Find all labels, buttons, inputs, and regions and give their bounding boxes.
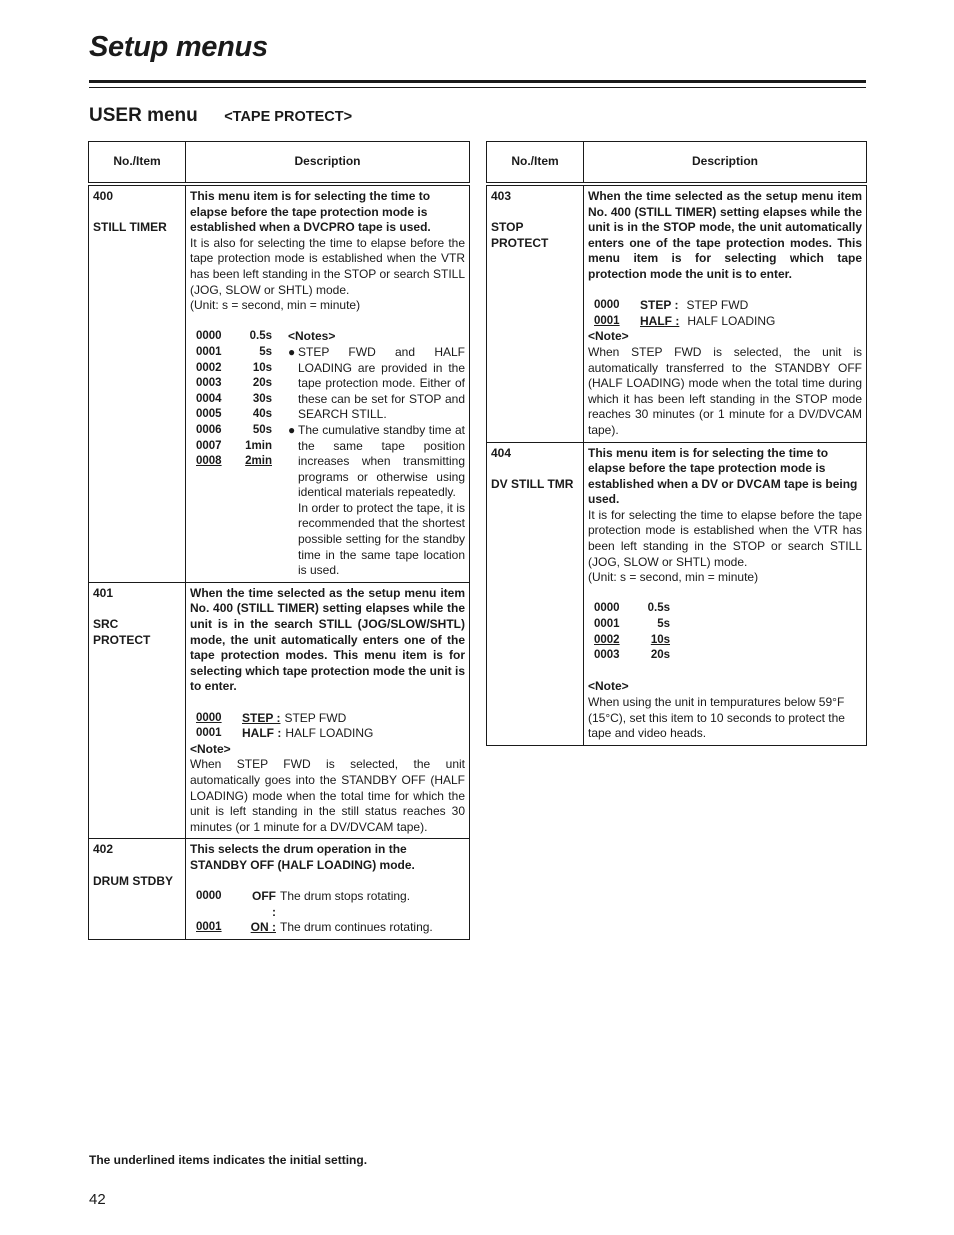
- note-text: When using the unit in tempuratures below 59°F (15°C), set this item to 10 seconds to protect the tape and video heads.: [588, 695, 845, 741]
- item-cell-402: [89, 839, 186, 940]
- table-row: [487, 442, 867, 745]
- item-text: It is for selecting the time to elapse before the tape protection mode is established when the VTR has been left standing in the STOP or search STILL (JOG, SLOW or SHTL) mode.: [588, 507, 862, 569]
- item-intro: This menu item is for selecting the time to elapse before the tape protection mode is established when a DV or DVCAM tape is being used.: [588, 445, 858, 507]
- notes-heading: <Notes>: [288, 329, 336, 344]
- item-number: 401: [93, 585, 114, 600]
- note-heading: <Note>: [588, 329, 629, 344]
- item-intro: When the time selected as the setup menu item No. 400 (STILL TIMER) setting elapses while the unit is in the STOP mode, the unit automatically enters one of the tape protection modes. This menu item is for selecting which tape protection mode the unit is to enter.: [588, 189, 862, 281]
- item-intro: This selects the drum operation in the STANDBY OFF (HALF LOADING) mode.: [190, 842, 415, 872]
- menu-table-right: [486, 141, 867, 746]
- value-row: 0003 20s: [196, 377, 272, 390]
- value-row-initial: 0008 2min: [196, 455, 272, 468]
- table-row: [89, 839, 470, 940]
- item-name: DV STILL TMR: [491, 476, 574, 491]
- value-row: 0006 50s: [196, 423, 272, 436]
- header-description: Description: [186, 142, 470, 185]
- title-rule-thick: [89, 80, 866, 83]
- description-cell-401: [186, 582, 470, 839]
- item-cell-404: [487, 442, 584, 745]
- header-item: No./Item: [89, 142, 186, 185]
- table-row: [89, 184, 470, 582]
- section-heading: [89, 105, 352, 127]
- value-row: 0000 0.5s: [196, 330, 272, 343]
- section-title: USER menu: [89, 105, 198, 126]
- option-row-initial: 0001 HALF : HALF LOADING: [594, 313, 776, 328]
- note-continuation: In order to protect the tape, it is recommended that the shortest possible setting for the standby time in the same tape location is used.: [298, 500, 465, 578]
- header-description: Description: [584, 142, 867, 185]
- item-text: It is also for selecting the time to elapse before the tape protection mode is established when the VTR has been left standing in the STOP or search STILL (JOG, SLOW or SHTL) mode.: [190, 235, 465, 297]
- value-row: 0002 10s: [196, 361, 272, 374]
- header-item: No./Item: [487, 142, 584, 185]
- item-cell-401: [89, 582, 186, 839]
- option-row-initial: 0001 ON : The drum continues rotating.: [196, 920, 433, 935]
- footer-note: The underlined items indicates the initial setting.: [89, 1153, 368, 1167]
- value-row-initial: 0002 10s: [594, 633, 670, 646]
- item-number: 400: [93, 189, 114, 203]
- page-title: Setup menus: [89, 31, 268, 63]
- unit-text: (Unit: s = second, min = minute): [190, 298, 361, 313]
- description-cell-400: [186, 184, 470, 582]
- option-row: 0001 HALF : HALF LOADING: [196, 726, 374, 741]
- option-row: 0000 STEP : STEP FWD: [594, 298, 749, 313]
- item-intro: When the time selected as the setup menu item No. 400 (STILL TIMER) setting elapses while the unit is in the search STILL (JOG/SLOW/SHTL) mode, the unit automatically enters one of the tape protection modes. This menu item is for selecting which tape protection mode the unit is to enter.: [190, 585, 465, 694]
- note-text: When STEP FWD is selected, the unit is automatically transferred to the STANDBY OFF (HALF LOADING) mode when the total time during which it has been left standing in the STOP mode reaches 30 minutes (or 1 minute for a DV/DVCAM tape).: [588, 344, 862, 437]
- note-heading: <Note>: [190, 741, 231, 756]
- note-text: When STEP FWD is selected, the unit automatically goes into the STANDBY OFF (HALF LOADING) mode when the total time for which the unit is left standing in the still status reaches 30 minutes (or 1 minute for a DV/DVCAM tape).: [190, 757, 465, 834]
- item-name: STILL TIMER: [93, 220, 167, 235]
- table-header-row: [89, 142, 470, 185]
- page-number: 42: [89, 1191, 106, 1208]
- value-row: 0007 1min: [196, 439, 272, 452]
- note-item: ● STEP FWD and HALF LOADING are provided in the tape protection mode. Either of these can be set for STOP and SEARCH STILL.: [288, 344, 465, 422]
- item-name: DRUM STDBY: [93, 873, 173, 888]
- note-heading: <Note>: [588, 679, 629, 694]
- value-row: 0005 40s: [196, 408, 272, 421]
- option-row-initial: 0000 STEP : STEP FWD: [196, 710, 347, 725]
- item-number: 403: [491, 189, 512, 203]
- description-cell-403: [584, 184, 867, 442]
- item-number: 402: [93, 842, 114, 857]
- menu-table-left: [88, 141, 470, 940]
- item-cell-400: [89, 184, 186, 582]
- description-cell-404: [584, 442, 867, 745]
- subsection-title: <TAPE PROTECT>: [224, 109, 353, 125]
- value-list: [196, 329, 288, 579]
- table-row: [487, 184, 867, 442]
- item-name: STOP PROTECT: [491, 220, 549, 250]
- item-number: 404: [491, 445, 512, 460]
- item-name: SRC PROTECT: [93, 617, 151, 647]
- value-row: 0001 5s: [196, 345, 272, 358]
- note-item: ● The cumulative standby time at the same tape position increases when transmitting programs or otherwise using identical materials repeatedly.: [288, 422, 465, 500]
- value-row: 0004 30s: [196, 392, 272, 405]
- unit-text: (Unit: s = second, min = minute): [588, 570, 759, 585]
- value-row: 0003 20s: [594, 649, 670, 662]
- item-cell-403: [487, 184, 584, 442]
- value-row: 0001 5s: [594, 618, 670, 631]
- description-cell-402: [186, 839, 470, 940]
- table-header-row: [487, 142, 867, 185]
- table-row: [89, 582, 470, 839]
- value-list: [594, 601, 862, 663]
- notes-block: [288, 329, 465, 579]
- title-rule-thin: [89, 87, 866, 88]
- value-row: 0000 0.5s: [594, 602, 670, 615]
- option-row: 0000 OFF : The drum stops rotating.: [196, 889, 411, 919]
- item-intro: This menu item is for selecting the time to elapse before the tape protection mode is established when a DVCPRO tape is used.: [190, 189, 431, 235]
